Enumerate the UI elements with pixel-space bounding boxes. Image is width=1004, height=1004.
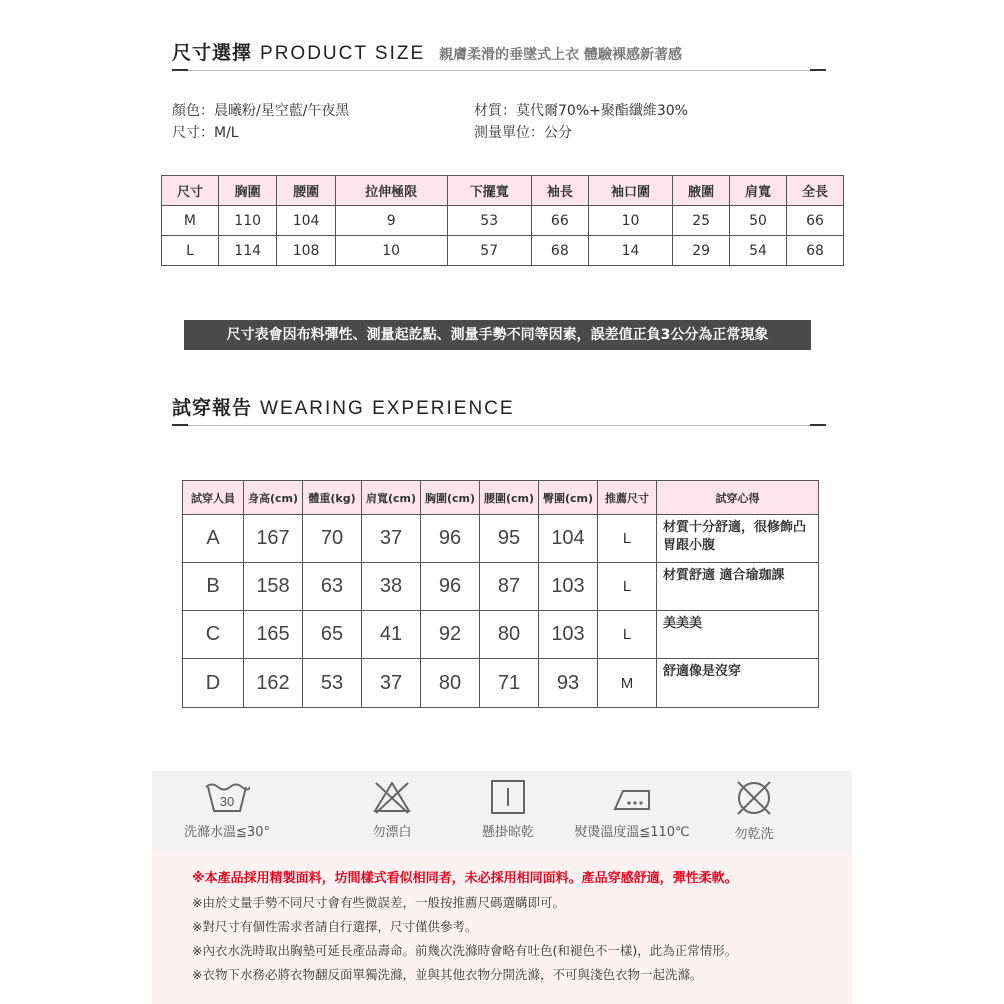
- wear-note-cell: 材質舒適 適合瑜珈課: [657, 563, 819, 611]
- wear-cell: 96: [421, 515, 480, 563]
- wear-rule-tick-left: [172, 424, 188, 426]
- wear-cell: 103: [539, 611, 598, 659]
- hang-dry-icon: [490, 779, 526, 815]
- size-cell: L: [162, 236, 219, 266]
- wear-title-zh: 試穿報告: [172, 397, 253, 419]
- wear-cell: 63: [303, 563, 362, 611]
- wash-temp-label: 30: [219, 794, 235, 809]
- wear-cell: 41: [362, 611, 421, 659]
- size-title-zh: 尺寸選擇: [172, 42, 253, 64]
- size-cell: 104: [277, 206, 335, 236]
- wear-header-cell: 試穿心得: [657, 481, 819, 515]
- size-cell: 10: [335, 236, 447, 266]
- care-label-dry: 勿乾洗: [734, 827, 774, 842]
- size-cell: 66: [787, 206, 844, 236]
- care-panel: [152, 771, 852, 851]
- size-section-title: [172, 38, 682, 65]
- wear-cell: 103: [539, 563, 598, 611]
- size-header-cell: 胸圍: [218, 176, 276, 206]
- size-subtitle: 親膚柔滑的垂墜式上衣 體驗裸感新著感: [439, 47, 682, 63]
- wear-note-cell: 材質十分舒適，很修飾凸胃跟小腹: [657, 515, 819, 563]
- wear-note-cell: 美美美: [657, 611, 819, 659]
- spec-size: 尺寸：M/L: [172, 125, 239, 141]
- wear-table-row-c: [183, 611, 819, 659]
- care-item-hang: [448, 779, 568, 840]
- notes-list: [192, 867, 738, 987]
- wear-header-cell: 體重(kg): [303, 481, 362, 515]
- size-cell: 68: [531, 236, 588, 266]
- size-cell: 68: [787, 236, 844, 266]
- size-cell: 110: [218, 206, 276, 236]
- wear-cell: 92: [421, 611, 480, 659]
- size-cell: 14: [588, 236, 672, 266]
- size-title-en: PRODUCT SIZE: [260, 43, 426, 64]
- size-header-cell: 腋圍: [673, 176, 730, 206]
- size-cell: 9: [335, 206, 447, 236]
- size-table-row-l: [162, 236, 844, 266]
- wear-table-row-a: [183, 515, 819, 563]
- wear-title-en: WEARING EXPERIENCE: [260, 398, 515, 419]
- wear-header-cell: 臀圍(cm): [539, 481, 598, 515]
- note-line: ※由於丈量手勢不同尺寸會有些微誤差，一般按推薦尺碼選購即可。: [192, 895, 565, 910]
- wear-cell: 104: [539, 515, 598, 563]
- wear-header-cell: 推薦尺寸: [598, 481, 657, 515]
- no-tumble-dry-icon: [734, 779, 774, 817]
- iron-110-icon: [609, 779, 655, 815]
- size-cell: 57: [447, 236, 531, 266]
- wear-table: [182, 480, 819, 708]
- wear-cell: 96: [421, 563, 480, 611]
- size-cell: 10: [588, 206, 672, 236]
- size-title-rule: [172, 70, 826, 71]
- size-table: [161, 175, 844, 266]
- wear-section-title: [172, 393, 515, 420]
- care-item-dry: [694, 779, 814, 842]
- wear-cell: 53: [303, 659, 362, 708]
- wear-cell: 37: [362, 659, 421, 708]
- wear-cell: 165: [244, 611, 303, 659]
- wear-cell: 87: [480, 563, 539, 611]
- wear-cell: L: [598, 563, 657, 611]
- no-bleach-icon: [372, 779, 412, 815]
- wear-cell: 95: [480, 515, 539, 563]
- wear-cell: C: [183, 611, 244, 659]
- wear-table-row-d: [183, 659, 819, 708]
- size-header-cell: 下擺寬: [447, 176, 531, 206]
- wear-cell: 65: [303, 611, 362, 659]
- size-cell: 29: [673, 236, 730, 266]
- spec-unit: 測量單位：公分: [474, 125, 572, 141]
- care-item-wash: [167, 779, 287, 840]
- wear-header-cell: 肩寬(cm): [362, 481, 421, 515]
- wear-cell: 162: [244, 659, 303, 708]
- spec-material: 材質：莫代爾70%+聚酯纖維30%: [474, 103, 688, 119]
- note-line: ※內衣水洗時取出胸墊可延長產品壽命。前幾次洗滌時會略有吐色(和褪色不一樣)，此為正常情形。: [192, 943, 738, 958]
- notes-panel: [152, 851, 852, 1004]
- wear-table-header-row: [183, 481, 819, 515]
- wear-header-cell: 身高(cm): [244, 481, 303, 515]
- wear-rule-tick-right: [810, 424, 826, 426]
- note-line: ※本產品採用精製面料，坊間樣式看似相同者，未必採用相同面料。產品穿感舒適，彈性柔軟。: [192, 871, 738, 886]
- size-cell: M: [162, 206, 219, 236]
- wear-header-cell: 腰圍(cm): [480, 481, 539, 515]
- care-label-hang: 懸掛晾乾: [481, 825, 534, 840]
- care-item-iron: [572, 779, 692, 840]
- size-disclaimer-banner: 尺寸表會因布料彈性、測量起訖點、測量手勢不同等因素，誤差值正負3公分為正常現象: [184, 320, 811, 350]
- spec-block-right: [474, 100, 688, 144]
- size-header-cell: 袖長: [531, 176, 588, 206]
- size-rule-tick-left: [172, 69, 188, 71]
- size-rule-tick-right: [810, 69, 826, 71]
- size-cell: 66: [531, 206, 588, 236]
- size-header-cell: 腰圍: [277, 176, 335, 206]
- spec-color: 顏色：晨曦粉/星空藍/午夜黑: [172, 103, 350, 119]
- size-cell: 54: [730, 236, 787, 266]
- wear-cell: 37: [362, 515, 421, 563]
- care-label-iron: 熨燙溫度溫≦110℃: [574, 825, 690, 840]
- care-label-wash: 洗滌水溫≦30°: [184, 825, 270, 840]
- size-cell: 108: [277, 236, 335, 266]
- wear-cell: M: [598, 659, 657, 708]
- wear-table-row-b: [183, 563, 819, 611]
- wash-30-icon: [204, 779, 250, 815]
- wear-note-cell: 舒適像是沒穿: [657, 659, 819, 708]
- wear-cell: A: [183, 515, 244, 563]
- size-header-cell: 全長: [787, 176, 844, 206]
- wear-cell: 93: [539, 659, 598, 708]
- spec-block-left: [172, 100, 349, 144]
- wear-cell: 71: [480, 659, 539, 708]
- wear-cell: L: [598, 611, 657, 659]
- size-table-header-row: [162, 176, 844, 206]
- wear-cell: B: [183, 563, 244, 611]
- size-table-row-m: [162, 206, 844, 236]
- wear-header-cell: 試穿人員: [183, 481, 244, 515]
- wear-header-cell: 胸圍(cm): [421, 481, 480, 515]
- wear-cell: 158: [244, 563, 303, 611]
- note-line: ※衣物下水務必將衣物翻反面單獨洗滌，並與其他衣物分開洗滌，不可與淺色衣物一起洗滌。: [192, 967, 703, 982]
- wear-cell: L: [598, 515, 657, 563]
- note-line: ※對尺寸有個性需求者請自行選擇，尺寸僅供參考。: [192, 919, 478, 934]
- wear-cell: 80: [480, 611, 539, 659]
- wear-cell: 38: [362, 563, 421, 611]
- size-header-cell: 肩寬: [730, 176, 787, 206]
- size-header-cell: 拉伸極限: [335, 176, 447, 206]
- wear-cell: 70: [303, 515, 362, 563]
- size-cell: 25: [673, 206, 730, 236]
- size-cell: 114: [218, 236, 276, 266]
- size-cell: 53: [447, 206, 531, 236]
- wear-title-rule: [172, 425, 826, 426]
- wear-cell: 167: [244, 515, 303, 563]
- size-header-cell: 尺寸: [162, 176, 219, 206]
- care-item-bleach: [332, 779, 452, 840]
- wear-cell: D: [183, 659, 244, 708]
- care-label-bleach: 勿漂白: [372, 825, 412, 840]
- size-header-cell: 袖口圍: [588, 176, 672, 206]
- wear-cell: 80: [421, 659, 480, 708]
- size-cell: 50: [730, 206, 787, 236]
